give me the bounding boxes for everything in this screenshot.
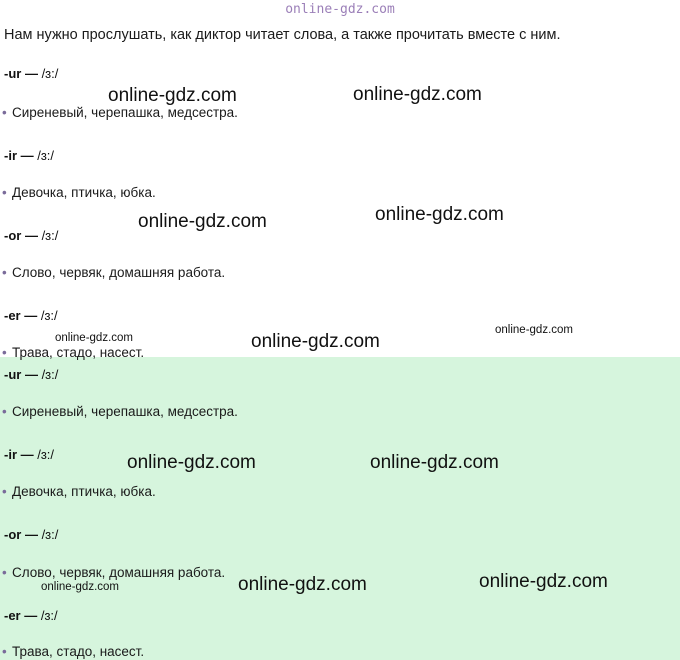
section-heading-4 — [4, 308, 58, 323]
section-label-4: -er — — [4, 308, 41, 323]
intro-paragraph: Нам нужно прослушать, как диктор читает слова, а также прочитать вместе с ним. — [4, 27, 561, 43]
section-label-3: -or — — [4, 228, 42, 243]
watermark: online-gdz.com — [375, 204, 504, 225]
section-phonetic-6: /ɜ:/ — [37, 447, 55, 462]
section-item-7: • Слово, червяк, домашняя работа. — [12, 565, 225, 580]
watermark: online-gdz.com — [370, 452, 499, 473]
watermark: online-gdz.com — [108, 85, 237, 106]
section-heading-6 — [4, 447, 54, 462]
watermark: online-gdz.com — [251, 331, 380, 352]
section-label-5: -ur — — [4, 367, 42, 382]
section-label-2: -ir — — [4, 148, 38, 163]
section-phonetic-7: /ɜ:/ — [41, 527, 59, 542]
watermark: online-gdz.com — [127, 452, 256, 473]
site-title: online-gdz.com — [285, 2, 395, 17]
section-label-8: -er — — [4, 608, 41, 623]
section-heading-3 — [4, 228, 58, 243]
watermark: online-gdz.com — [353, 84, 482, 105]
section-phonetic-8: /ɜ:/ — [40, 608, 58, 623]
section-item-3: • Слово, червяк, домашняя работа. — [12, 265, 225, 280]
section-item-2: • Девочка, птичка, юбка. — [12, 185, 156, 200]
section-phonetic-3: /ɜ:/ — [41, 228, 59, 243]
section-item-6: • Девочка, птичка, юбка. — [12, 484, 156, 499]
watermark: online-gdz.com — [495, 324, 573, 336]
section-heading-1 — [4, 66, 58, 81]
section-label-7: -or — — [4, 527, 42, 542]
section-heading-5 — [4, 367, 58, 382]
section-item-1: • Сиреневый, черепашка, медсестра. — [12, 105, 238, 120]
section-heading-7 — [4, 527, 58, 542]
section-item-5: • Сиреневый, черепашка, медсестра. — [12, 404, 238, 419]
section-phonetic-4: /ɜ:/ — [40, 308, 58, 323]
section-heading-8 — [4, 608, 58, 623]
section-item-4: • Трава, стадо, насест. — [12, 345, 144, 360]
section-label-1: -ur — — [4, 66, 42, 81]
watermark: online-gdz.com — [138, 211, 267, 232]
section-label-6: -ir — — [4, 447, 38, 462]
section-heading-2 — [4, 148, 54, 163]
watermark: online-gdz.com — [41, 581, 119, 593]
watermark: online-gdz.com — [479, 571, 608, 592]
watermark: online-gdz.com — [55, 332, 133, 344]
section-phonetic-1: /ɜ:/ — [41, 66, 59, 81]
section-phonetic-5: /ɜ:/ — [41, 367, 59, 382]
watermark: online-gdz.com — [238, 574, 367, 595]
section-phonetic-2: /ɜ:/ — [37, 148, 55, 163]
section-item-8: • Трава, стадо, насест. — [12, 644, 144, 659]
